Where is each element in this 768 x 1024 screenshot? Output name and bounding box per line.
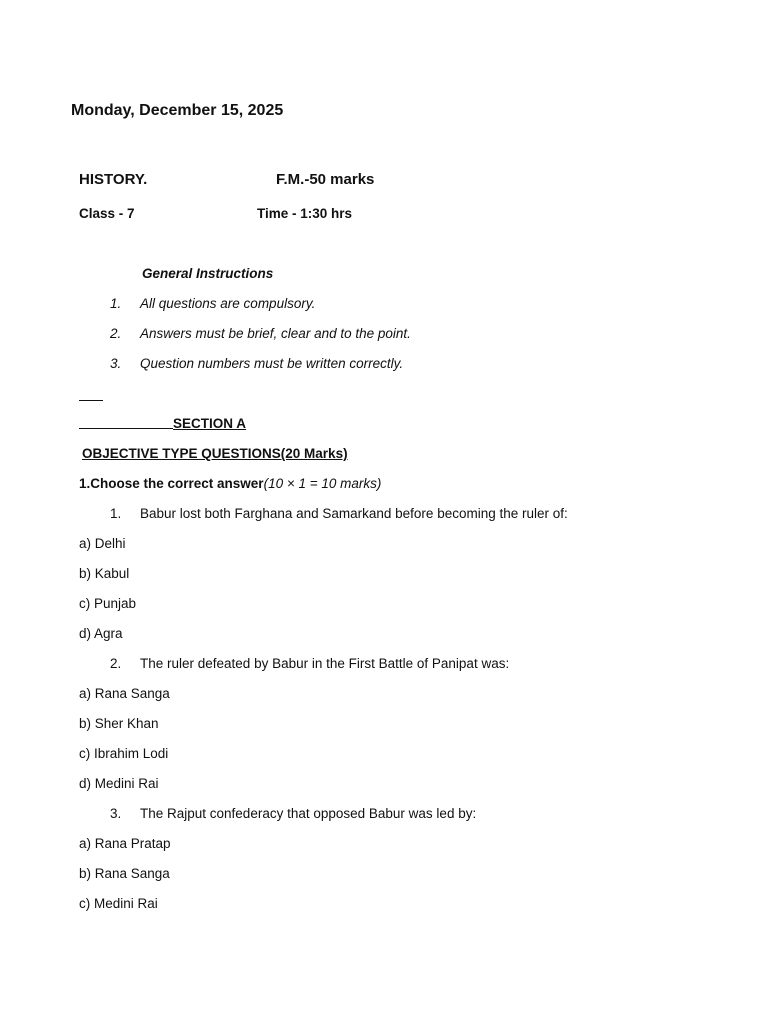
question-heading-marks: (10 × 1 = 10 marks) xyxy=(263,476,382,491)
section-subtitle: OBJECTIVE TYPE QUESTIONS(20 Marks) xyxy=(82,446,348,461)
section-title-text: SECTION A xyxy=(173,416,247,431)
instruction-text: Answers must be brief, clear and to the point. xyxy=(140,326,411,341)
question-heading xyxy=(79,476,381,491)
instruction-number: 3. xyxy=(110,356,122,371)
answer-option: c) Medini Rai xyxy=(79,896,158,911)
underline-spacer xyxy=(79,416,173,429)
instruction-number: 1. xyxy=(110,296,122,311)
answer-option: d) Agra xyxy=(79,626,123,641)
answer-option: d) Medini Rai xyxy=(79,776,159,791)
answer-option: c) Punjab xyxy=(79,596,137,611)
question-heading-text: 1.Choose the correct answer xyxy=(79,476,264,491)
answer-option: b) Kabul xyxy=(79,566,130,581)
answer-option: a) Rana Pratap xyxy=(79,836,171,851)
instruction-text: Question numbers must be written correctly. xyxy=(140,356,404,371)
question-number: 1. xyxy=(110,506,122,521)
question-number: 3. xyxy=(110,806,122,821)
instruction-text: All questions are compulsory. xyxy=(140,296,316,311)
question-text: Babur lost both Farghana and Samarkand before becoming the ruler of: xyxy=(140,506,568,521)
question-text: The ruler defeated by Babur in the First Battle of Panipat was: xyxy=(140,656,510,671)
divider-line xyxy=(79,400,103,401)
question-text: The Rajput confederacy that opposed Babur was led by: xyxy=(140,806,477,821)
section-title xyxy=(79,416,246,431)
class-label: Class - 7 xyxy=(79,206,135,221)
question-number: 2. xyxy=(110,656,122,671)
document-date: Monday, December 15, 2025 xyxy=(71,102,284,119)
answer-option: a) Rana Sanga xyxy=(79,686,170,701)
general-instructions-title: General Instructions xyxy=(142,266,274,281)
answer-option: c) Ibrahim Lodi xyxy=(79,746,169,761)
full-marks: F.M.-50 marks xyxy=(276,171,375,188)
answer-option: a) Delhi xyxy=(79,536,126,551)
time-label: Time - 1:30 hrs xyxy=(257,206,353,221)
instruction-number: 2. xyxy=(110,326,122,341)
answer-option: b) Rana Sanga xyxy=(79,866,170,881)
answer-option: b) Sher Khan xyxy=(79,716,159,731)
subject-title: HISTORY. xyxy=(79,171,148,188)
